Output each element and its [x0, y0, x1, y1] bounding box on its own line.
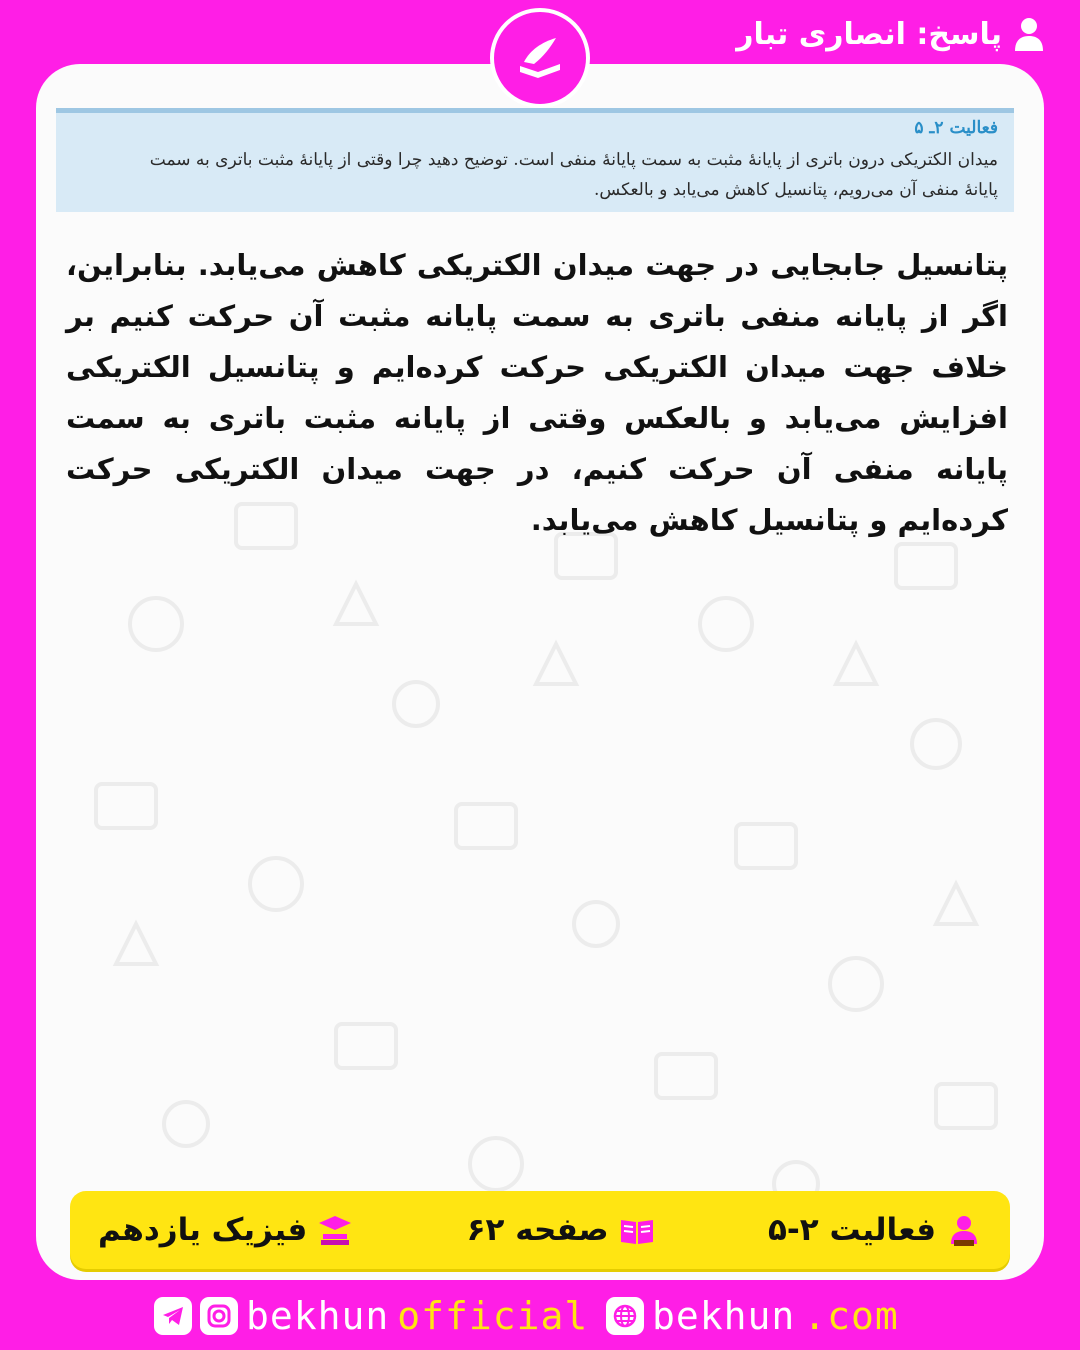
user-icon — [1014, 17, 1044, 51]
bekhun-logo-icon — [490, 8, 590, 108]
handle-accent: official — [397, 1294, 589, 1338]
question-box — [56, 108, 1014, 212]
author-text: پاسخ: انصاری تبار — [736, 16, 1002, 52]
social-handle[interactable] — [154, 1294, 588, 1338]
answer-text: پتانسیل جابجایی در جهت میدان الکتریکی کاهش می‌یابد. بنابراین، اگر از پایانه منفی باتری به سمت پایانه مثبت آن حرکت کنیم بر خلاف جهت میدان الکتریکی حرکت کرده‌ایم و پتانسیل الکتریکی افزایش می‌یابد و بالعکس وقتی از پایانه مثبت باتری به سمت پایانه منفی آن حرکت کنیم، در جهت میدان الکتریکی حرکت کرده‌ایم و پتانسیل کاهش می‌یابد. — [66, 248, 1008, 537]
open-book-icon — [619, 1212, 655, 1248]
website-accent: .com — [803, 1294, 899, 1338]
website-link[interactable] — [606, 1294, 899, 1338]
question-line-1: میدان الکتریکی درون باتری از پایانهٔ مثبت به سمت پایانهٔ منفی است. توضیح دهید چرا وقتی از پایانهٔ مثبت باتری به سمت — [149, 150, 998, 170]
question-title: فعالیت ۲ـ ۵ — [914, 118, 998, 138]
handle-main: bekhun — [246, 1294, 390, 1338]
subject-label: فیزیک یازدهم — [98, 1212, 308, 1248]
question-line-2: پایانهٔ منفی آن می‌رویم، پتانسیل کاهش می‌یابد و بالعکس. — [594, 180, 998, 200]
telegram-icon[interactable] — [154, 1297, 192, 1335]
subject-info — [98, 1212, 353, 1248]
content-card — [36, 64, 1044, 1280]
website-main: bekhun — [652, 1294, 796, 1338]
graduation-cap-icon — [317, 1212, 353, 1248]
info-bar — [70, 1191, 1010, 1269]
teacher-icon — [946, 1212, 982, 1248]
activity-label: فعالیت ۲-۵ — [767, 1212, 936, 1248]
page-info — [467, 1212, 655, 1248]
logo-mark — [510, 28, 570, 88]
author-label — [736, 14, 1044, 54]
instagram-icon[interactable] — [200, 1297, 238, 1335]
globe-icon[interactable] — [606, 1297, 644, 1335]
footer — [0, 1280, 1080, 1350]
page-label: صفحه ۶۲ — [466, 1212, 609, 1248]
activity-info — [768, 1212, 982, 1248]
